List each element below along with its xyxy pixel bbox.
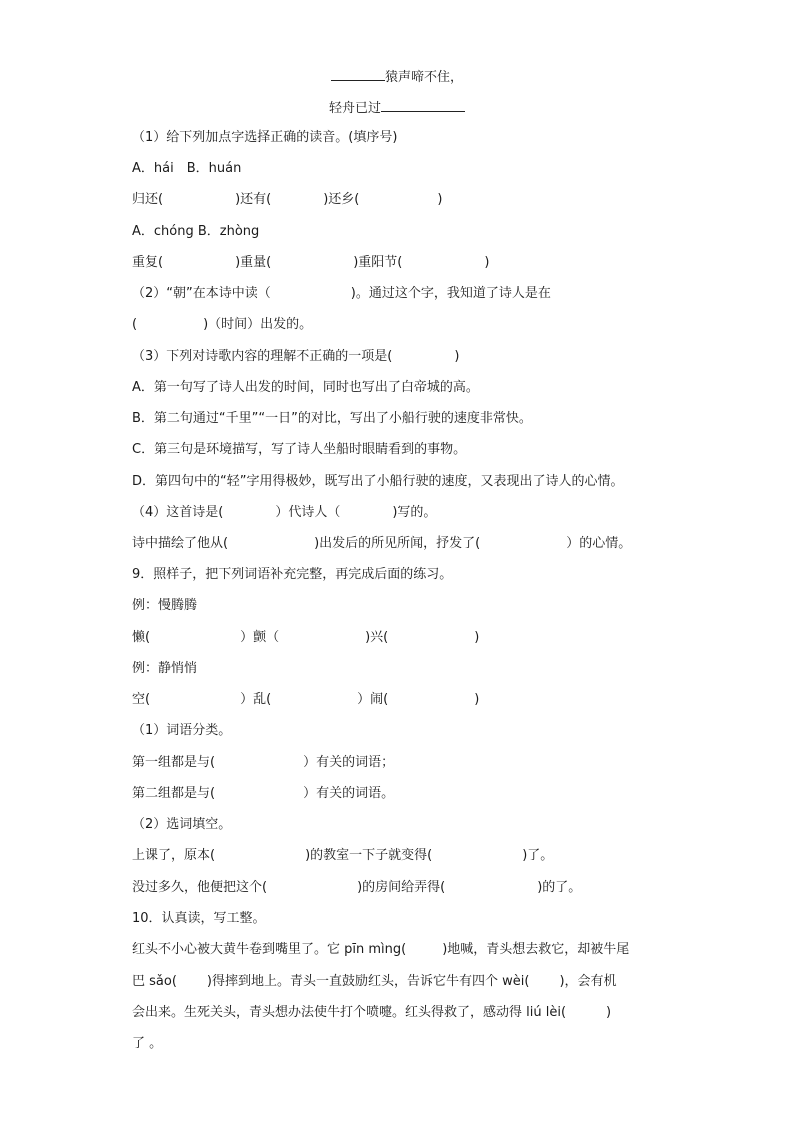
text: ) <box>484 255 490 270</box>
q8-p1-options-b: A．chóng B．zhòng <box>132 224 260 239</box>
text: 诗中描绘了他从( <box>132 536 229 551</box>
text: 重复( <box>132 255 164 270</box>
text: 空( <box>132 692 151 707</box>
text: 第二组都是与( <box>132 786 216 801</box>
text: )兴( <box>365 630 389 645</box>
q8-p2-line-1 <box>132 284 551 304</box>
q10-title: 10．认真读，写工整。 <box>132 911 266 926</box>
text: ）乱( <box>240 692 272 707</box>
q9-row-2 <box>132 690 479 710</box>
text: 会出来。生死关头，青头想办法使牛打个喷嚏。红头得救了，感动得 liú lèi( <box>132 1005 567 1020</box>
text: ) <box>474 692 480 707</box>
q10-line-3 <box>132 1003 611 1023</box>
q9-p1-group-1 <box>132 753 394 773</box>
text: （4）这首诗是( <box>132 505 224 520</box>
q8-p3-prompt <box>132 347 459 367</box>
q9-p2-sentence-2 <box>132 878 581 898</box>
text: 没过多久，他便把这个( <box>132 880 268 895</box>
text: （2）“朝”在本诗中读（ <box>132 286 271 301</box>
q8-p4-line-1 <box>132 503 436 523</box>
text: ）闹( <box>357 692 389 707</box>
q10-line-4: 了 。 <box>132 1036 163 1051</box>
q9-p2-prompt: （2）选词填空。 <box>132 817 232 832</box>
text: )重量( <box>235 255 272 270</box>
text: )还有( <box>235 192 272 207</box>
q8-p3-option-b: B．第二句通过“千里”“一日”的对比，写出了小船行驶的速度非常快。 <box>132 411 532 426</box>
text: )的了。 <box>537 880 582 895</box>
text: ）代诗人（ <box>275 505 341 520</box>
poem-line-4 <box>0 97 794 119</box>
text: )，会有机 <box>559 974 617 989</box>
q10-line-2 <box>132 972 617 992</box>
text: )出发后的所见所闻，抒发了( <box>314 536 481 551</box>
q8-p1-row-a <box>132 190 442 210</box>
text: )重阳节( <box>353 255 403 270</box>
poem-line-3 <box>0 66 794 88</box>
text: ）的心情。 <box>566 536 632 551</box>
text: （3）下列对诗歌内容的理解不正确的一项是( <box>132 349 393 364</box>
q8-p1-options-a: A．hái B．huán <box>132 161 242 176</box>
text: ) <box>606 1005 612 1020</box>
q8-p4-line-2 <box>132 534 631 554</box>
text: )了。 <box>522 848 554 863</box>
text: ) <box>474 630 480 645</box>
text: )地喊，青头想去救它，却被牛尾 <box>442 942 630 957</box>
q9-p2-sentence-1 <box>132 846 553 866</box>
text: 归还( <box>132 192 164 207</box>
text: )。通过这个字，我知道了诗人是在 <box>350 286 551 301</box>
q9-example-1: 例：慢腾腾 <box>132 598 198 613</box>
q8-p3-option-c: C．第三句是环境描写，写了诗人坐船时眼睛看到的事物。 <box>132 442 467 457</box>
q9-title: 9．照样子，把下列词语补充完整，再完成后面的练习。 <box>132 567 453 582</box>
text: ）有关的词语。 <box>303 786 395 801</box>
q8-p1-prompt: （1）给下列加点字选择正确的读音。(填序号) <box>132 130 398 145</box>
q10-line-1 <box>132 940 629 960</box>
text: ) <box>437 192 443 207</box>
text: )还乡( <box>323 192 360 207</box>
q9-row-1 <box>132 628 479 648</box>
text: 上课了，原本( <box>132 848 216 863</box>
text: )写的。 <box>392 505 437 520</box>
text: 懒( <box>132 630 151 645</box>
text: )（时间）出发的。 <box>203 317 313 332</box>
text: )的房间给弄得( <box>357 880 446 895</box>
poem-text: 猿声啼不住， <box>384 70 463 85</box>
q8-p2-line-2 <box>132 315 312 335</box>
text: ) <box>454 349 460 364</box>
q9-p1-group-2 <box>132 784 394 804</box>
q9-p1-prompt: （1）词语分类。 <box>132 723 232 738</box>
text: 红头不小心被大黄牛卷到嘴里了。它 pīn mìng( <box>132 942 407 957</box>
text: )得摔到地上。青头一直鼓励红头，告诉它牛有四个 wèi( <box>206 974 530 989</box>
text: ）有关的词语； <box>303 755 395 770</box>
q8-p3-option-a: A．第一句写了诗人出发的时间，同时也写出了白帝城的高。 <box>132 380 479 395</box>
poem-text: 轻舟已过 <box>328 101 381 116</box>
answer-blank[interactable] <box>381 97 465 112</box>
answer-blank[interactable] <box>331 66 385 81</box>
text: ）颤（ <box>240 630 280 645</box>
q9-example-2: 例：静悄悄 <box>132 661 198 676</box>
text: 巴 sǎo( <box>132 974 177 989</box>
q8-p1-row-b <box>132 253 489 273</box>
q8-p3-option-d: D．第四句中的“轻”字用得极妙，既写出了小船行驶的速度，又表现出了诗人的心情。 <box>132 474 624 489</box>
text: )的教室一下子就变得( <box>305 848 433 863</box>
text: ( <box>132 317 138 332</box>
text: 第一组都是与( <box>132 755 216 770</box>
